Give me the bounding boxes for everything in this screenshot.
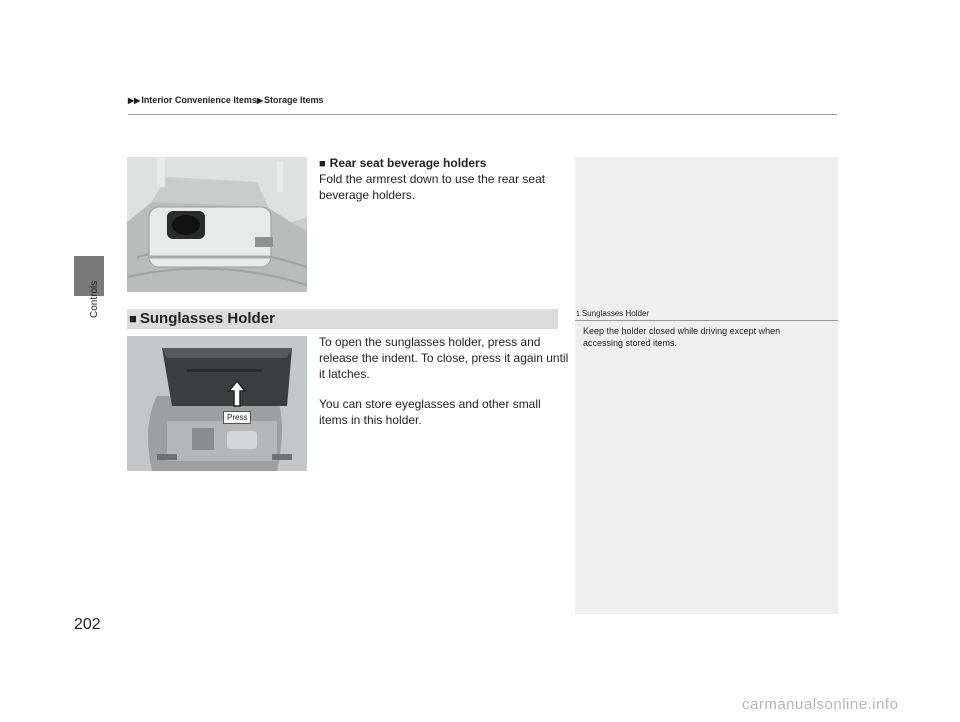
square-bullet-icon: ■ bbox=[319, 158, 326, 170]
note-ref-icon: 1 bbox=[576, 311, 580, 318]
triangle-right-icon: ▶ bbox=[256, 96, 264, 105]
rear-armrest-photo bbox=[127, 157, 307, 292]
sunglasses-open-text: To open the sunglasses holder, press and release the indent. To close, press it again until it latches. bbox=[319, 335, 569, 381]
rear-beverage-text: Fold the armrest down to use the rear seat beverage holders. bbox=[319, 172, 546, 202]
note-sidebar bbox=[575, 157, 838, 614]
chapter-tab-label: Controls bbox=[89, 280, 100, 318]
note-text: Keep the holder closed while driving except when accessing stored items. bbox=[583, 326, 781, 348]
page-number: 202 bbox=[74, 616, 101, 633]
square-bullet-icon: ■ bbox=[129, 311, 137, 326]
sunglasses-holder-photo bbox=[127, 336, 307, 471]
sunglasses-store-text: You can store eyeglasses and other small items in this holder. bbox=[319, 397, 541, 427]
breadcrumb bbox=[128, 95, 324, 105]
press-callout-label: Press bbox=[223, 411, 251, 424]
triangle-right-icon: ▶▶ bbox=[128, 96, 141, 105]
header-divider bbox=[128, 114, 837, 115]
note-divider bbox=[575, 320, 838, 321]
note-title: 1 Sunglasses Holder bbox=[576, 309, 650, 318]
rear-beverage-heading: ■ Rear seat beverage holders bbox=[319, 156, 487, 170]
breadcrumb-item-interior[interactable]: Interior Convenience Items bbox=[141, 95, 257, 105]
watermark: carmanualsonline.info bbox=[742, 696, 899, 713]
breadcrumb-item-storage[interactable]: Storage Items bbox=[264, 95, 324, 105]
section-heading-sunglasses: ■ Sunglasses Holder bbox=[127, 309, 558, 329]
